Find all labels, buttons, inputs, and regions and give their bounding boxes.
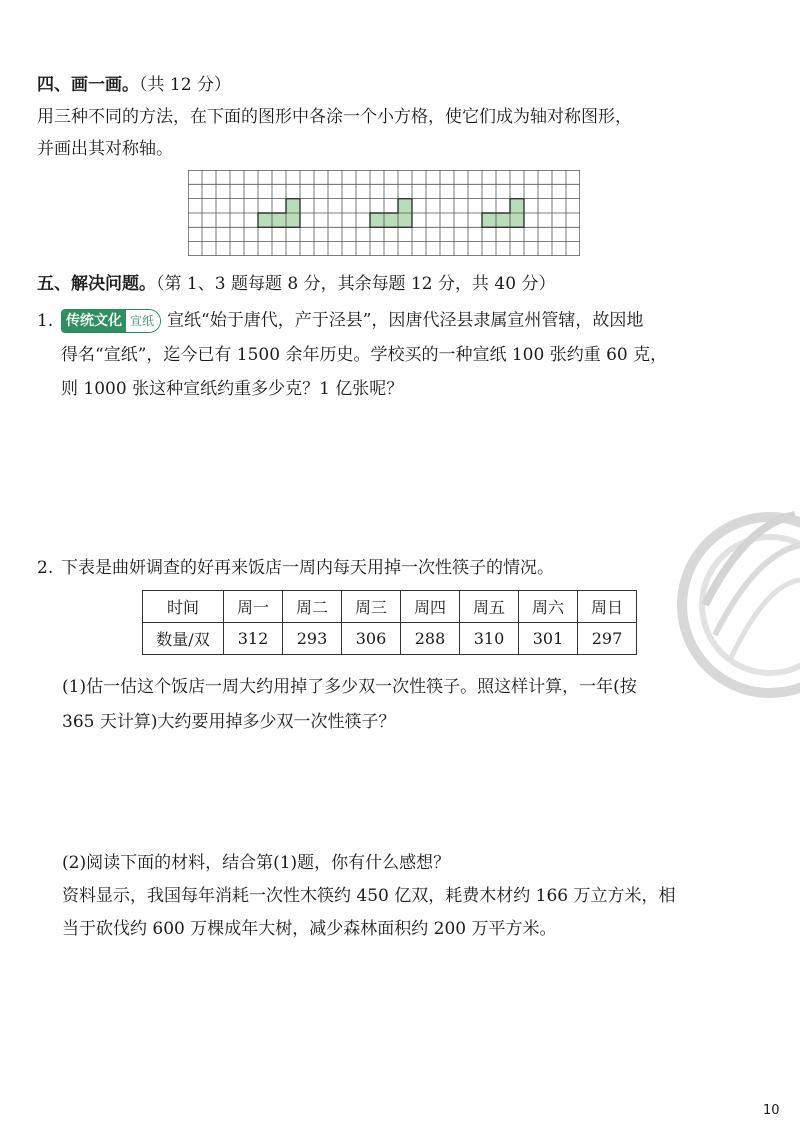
shaded-cell bbox=[482, 213, 496, 227]
question-2-sub-1-line-1: (1)估一估这个饭店一周大约用掉了多少双一次性筷子。照这样计算，一年(按 bbox=[62, 677, 637, 697]
circular-stamp-watermark bbox=[675, 485, 800, 715]
table-row bbox=[143, 623, 637, 655]
grid-figure bbox=[188, 170, 580, 256]
table-cell-day: 周一 bbox=[224, 591, 283, 623]
question-1-line-1 bbox=[37, 309, 643, 333]
question-1-text-1: 宣纸“始于唐代，产于泾县”，因唐代泾县隶属宣州管辖，故因地 bbox=[167, 310, 644, 331]
question-2-sub-2-line-2: 资料显示，我国每年消耗一次性木筷约 450 亿双，耗费木材约 166 万立方米，相 bbox=[62, 886, 676, 906]
question-1-line-3: 则 1000 张这种宣纸约重多少克？1 亿张呢？ bbox=[61, 379, 404, 399]
table-cell-count: 301 bbox=[519, 623, 578, 655]
question-1-number: 1. bbox=[37, 310, 54, 331]
traditional-culture-badge bbox=[61, 309, 161, 333]
shaded-cell bbox=[370, 213, 384, 227]
question-2-intro-text: 下表是曲妍调查的好再来饭店一周内每天用掉一次性筷子的情况。 bbox=[61, 558, 554, 578]
shaded-cell bbox=[510, 199, 524, 213]
table-cell-count: 310 bbox=[460, 623, 519, 655]
page-number: 10 bbox=[763, 1103, 780, 1118]
question-2-sub-1-line-2: 365 天计算)大约要用掉多少双一次性筷子？ bbox=[62, 712, 396, 732]
table-cell-count: 312 bbox=[224, 623, 283, 655]
table-cell-day: 周五 bbox=[460, 591, 519, 623]
section-4-instruction-line-1: 用三种不同的方法，在下面的图形中各涂一个小方格，使它们成为轴对称图形， bbox=[37, 107, 632, 127]
table-cell-count: 306 bbox=[342, 623, 401, 655]
section-4-title: 四、画一画。 bbox=[37, 75, 139, 95]
question-2-sub-2-line-3: 当于砍伐约 600 万棵成年大树，减少森林面积约 200 万平方米。 bbox=[62, 919, 557, 939]
badge-sub-label: 宣纸 bbox=[126, 310, 160, 332]
table-cell-count: 288 bbox=[401, 623, 460, 655]
section-5-heading bbox=[37, 273, 555, 295]
question-2-intro bbox=[37, 557, 554, 579]
table-cell-day: 周三 bbox=[342, 591, 401, 623]
shaded-cell bbox=[398, 199, 412, 213]
shaded-cell bbox=[286, 213, 300, 227]
table-cell-count: 293 bbox=[283, 623, 342, 655]
shaded-cell bbox=[286, 199, 300, 213]
shaded-cell bbox=[398, 213, 412, 227]
table-cell-day: 周日 bbox=[578, 591, 637, 623]
table-row-header-count: 数量/双 bbox=[143, 623, 224, 655]
section-4-points: （共 12 分） bbox=[139, 75, 231, 95]
table-cell-day: 周六 bbox=[519, 591, 578, 623]
question-2-number: 2. bbox=[37, 558, 54, 578]
badge-main-label: 传统文化 bbox=[62, 310, 126, 332]
shaded-cell bbox=[258, 213, 272, 227]
question-1-line-2: 得名“宣纸”，迄今已有 1500 余年历史。学校买的一种宣纸 100 张约重 60 克， bbox=[61, 345, 668, 365]
shaded-cell bbox=[272, 213, 286, 227]
shaded-cell bbox=[384, 213, 398, 227]
table-cell-day: 周四 bbox=[401, 591, 460, 623]
section-5-points: （第 1、3 题每题 8 分，其余每题 12 分，共 40 分） bbox=[156, 274, 556, 294]
section-4-instruction-line-2: 并画出其对称轴。 bbox=[37, 139, 173, 159]
question-2-sub-2-line-1: (2)阅读下面的材料，结合第(1)题，你有什么感想？ bbox=[62, 853, 451, 873]
table-cell-day: 周二 bbox=[283, 591, 342, 623]
table-row bbox=[143, 591, 637, 623]
shaded-cell bbox=[496, 213, 510, 227]
chopsticks-usage-table bbox=[142, 590, 637, 655]
section-5-title: 五、解决问题。 bbox=[37, 274, 156, 294]
table-cell-count: 297 bbox=[578, 623, 637, 655]
shaded-cell bbox=[510, 213, 524, 227]
section-4-heading bbox=[37, 74, 231, 96]
table-row-header-time: 时间 bbox=[143, 591, 224, 623]
